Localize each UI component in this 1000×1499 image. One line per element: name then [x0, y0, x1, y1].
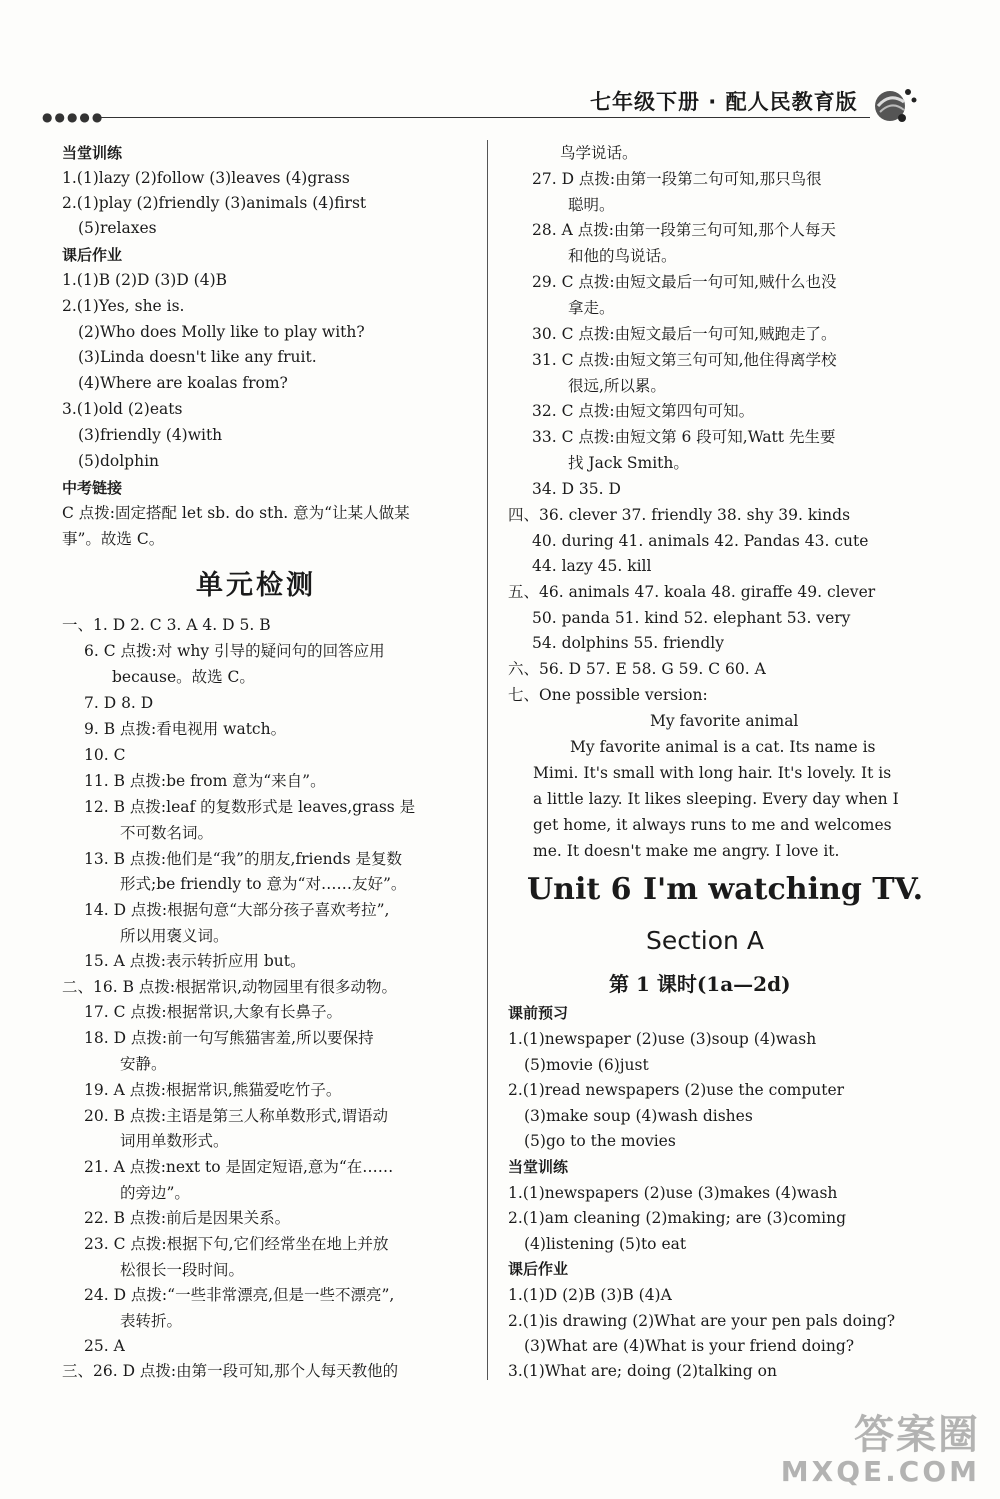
answer-line: 28. A 点拨:由第一段第三句可知,那个人每天 [532, 221, 836, 239]
answer-line: 2.(1)am cleaning (2)making; are (3)coming [508, 1209, 847, 1227]
answer-line: 25. A [84, 1337, 125, 1355]
watermark-logo: 答案圈 [854, 1412, 980, 1458]
answer-line: 22. B 点拨:前后是因果关系。 [84, 1209, 291, 1227]
section-label: 课后作业 [508, 1260, 569, 1278]
answer-line: 29. C 点拨:由短文最后一句可知,贼什么也没 [532, 273, 837, 291]
section-label: 当堂训练 [508, 1158, 569, 1176]
answer-line: 2.(1)read newspapers (2)use the computer [508, 1081, 845, 1099]
answer-line: 六、56. D 57. E 58. G 59. C 60. A [508, 660, 766, 678]
answer-line: 五、46. animals 47. koala 48. giraffe 49. clever [508, 583, 876, 601]
answer-line: 1.(1)newspapers (2)use (3)makes (4)wash [508, 1184, 838, 1202]
answer-line: 23. C 点拨:根据下句,它们经常坐在地上并放 [84, 1235, 389, 1253]
answer-line: (4)listening (5)to eat [524, 1235, 687, 1253]
answer-line: a little lazy. It likes sleeping. Every day when I [533, 790, 899, 808]
answer-line: 很远,所以累。 [568, 377, 666, 395]
answer-line: 17. C 点拨:根据常识,大象有长鼻子。 [84, 1003, 343, 1021]
answer-line: 表转折。 [120, 1312, 183, 1330]
answer-line: 27. D 点拨:由第一段第二句可知,那只鸟很 [532, 170, 822, 188]
watermark [781, 1413, 980, 1487]
unit-test-heading: 单元检测 [196, 570, 316, 601]
answer-line: 1.(1)D (2)B (3)B (4)A [508, 1286, 672, 1304]
answer-line: 三、26. D 点拨:由第一段可知,那个人每天教他的 [62, 1362, 399, 1380]
unit-title: I'm watching TV. [643, 872, 924, 907]
answer-line: 和他的鸟说话。 [568, 247, 677, 265]
answer-line: 2.(1)play (2)friendly (3)animals (4)first [62, 194, 367, 212]
answer-line: (5)go to the movies [524, 1132, 676, 1150]
answer-line: (5)dolphin [78, 452, 160, 470]
answer-line: Mimi. It's small with long hair. It's lovely. It is [533, 764, 892, 782]
answer-line: get home, it always runs to me and welcomes [533, 816, 892, 834]
answer-line: 七、One possible version: [508, 686, 708, 704]
answer-line: (3)friendly (4)with [78, 426, 223, 444]
answer-line: 18. D 点拨:前一句写熊猫害羞,所以要保持 [84, 1029, 374, 1047]
watermark-url: MXQE.COM [780, 1455, 980, 1488]
answer-line: 鸟学说话。 [560, 144, 638, 162]
answer-line: 安静。 [120, 1055, 167, 1073]
answer-line: 3.(1)old (2)eats [62, 400, 183, 418]
answer-line: 15. A 点拨:表示转折应用 but。 [84, 952, 306, 970]
answer-line: 找 Jack Smith。 [568, 454, 689, 472]
answer-line: 形式;be friendly to 意为“对……友好”。 [120, 875, 407, 893]
answer-line: 四、36. clever 37. friendly 38. shy 39. kinds [508, 506, 851, 524]
answer-line: 一、1. D 2. C 3. A 4. D 5. B [62, 616, 271, 634]
column-divider [487, 140, 488, 1380]
header-logo-icon [872, 84, 920, 128]
answer-line: 2.(1)is drawing (2)What are your pen pals doing? [508, 1312, 896, 1330]
unit-number: Unit 6 [527, 872, 632, 907]
answer-line: 30. C 点拨:由短文最后一句可知,贼跑走了。 [532, 325, 837, 343]
answer-line: (3)Linda doesn't like any fruit. [78, 348, 317, 366]
answer-line: (4)Where are koalas from? [78, 374, 288, 392]
answer-line: 不可数名词。 [120, 824, 214, 842]
answer-line: 10. C [84, 746, 126, 764]
answer-line: 2.(1)Yes, she is. [62, 297, 185, 315]
answer-line: 1.(1)lazy (2)follow (3)leaves (4)grass [62, 169, 350, 187]
section-heading: Section A [646, 926, 764, 955]
answer-line: 32. C 点拨:由短文第四句可知。 [532, 402, 755, 420]
answer-line: 34. D 35. D [532, 480, 621, 498]
header-title: 七年级下册 · 配人民教育版 [590, 90, 858, 114]
answer-line: 33. C 点拨:由短文第 6 段可知,Watt 先生要 [532, 428, 836, 446]
answer-line: 7. D 8. D [84, 694, 154, 712]
answer-line: 松很长一段时间。 [120, 1261, 245, 1279]
answer-line: 13. B 点拨:他们是“我”的朋友,friends 是复数 [84, 850, 402, 868]
answer-line: me. It doesn't make me angry. I love it. [533, 842, 840, 860]
answer-line: 54. dolphins 55. friendly [532, 634, 724, 652]
answer-line: 40. during 41. animals 42. Pandas 43. cute [532, 532, 869, 550]
answer-line: 24. D 点拨:“一些非常漂亮,但是一些不漂亮”, [84, 1286, 395, 1304]
answer-line: 聪明。 [568, 196, 615, 214]
answer-line: 事”。故选 C。 [62, 530, 165, 548]
answer-line: 21. A 点拨:next to 是固定短语,意为“在…… [84, 1158, 394, 1176]
answer-line: (5)movie (6)just [524, 1056, 649, 1074]
answer-line: 的旁边”。 [120, 1184, 190, 1202]
answer-line: 19. A 点拨:根据常识,熊猫爱吃竹子。 [84, 1081, 342, 1099]
answer-line: (5)relaxes [78, 219, 157, 237]
header-rule [100, 117, 870, 118]
answer-line: My favorite animal is a cat. Its name is [570, 738, 876, 756]
answer-line: 50. panda 51. kind 52. elephant 53. very [532, 609, 851, 627]
answer-line: 20. B 点拨:主语是第三人称单数形式,谓语动 [84, 1107, 389, 1125]
answer-line: 拿走。 [568, 299, 615, 317]
answer-line: 二、16. B 点拨:根据常识,动物园里有很多动物。 [62, 978, 398, 996]
section-label: 课后作业 [62, 246, 123, 264]
answer-line: 6. C 点拨:对 why 引导的疑问句的回答应用 [84, 642, 385, 660]
answer-line: (3)make soup (4)wash dishes [524, 1107, 753, 1125]
answer-line: 31. C 点拨:由短文第三句可知,他住得离学校 [532, 351, 837, 369]
answer-line: (3)What are (4)What is your friend doing? [524, 1337, 855, 1355]
answer-line: 14. D 点拨:根据句意“大部分孩子喜欢考拉”, [84, 901, 390, 919]
header-dots: ●●●●● [42, 110, 105, 124]
answer-line: 词用单数形式。 [120, 1132, 229, 1150]
answer-line: 1.(1)newspaper (2)use (3)soup (4)wash [508, 1030, 817, 1048]
section-label: 中考链接 [62, 479, 123, 497]
answer-line: 所以用褒义词。 [120, 927, 229, 945]
answer-line: because。故选 C。 [112, 668, 255, 686]
section-label: 当堂训练 [62, 144, 123, 162]
answer-line: 3.(1)What are; doing (2)talking on [508, 1362, 777, 1380]
answer-line: C 点拨:固定搭配 let sb. do sth. 意为“让某人做某 [62, 504, 410, 522]
answer-line: (2)Who does Molly like to play with? [78, 323, 365, 341]
answer-line: 12. B 点拨:leaf 的复数形式是 leaves,grass 是 [84, 798, 416, 816]
section-label: 课前预习 [508, 1004, 569, 1022]
lesson-heading: 第 1 课时(1a—2d) [609, 972, 791, 996]
answer-line: 44. lazy 45. kill [532, 557, 652, 575]
answer-line: 9. B 点拨:看电视用 watch。 [84, 720, 287, 738]
answer-line: My favorite animal [650, 712, 799, 730]
answer-line: 11. B 点拨:be from 意为“来自”。 [84, 772, 326, 790]
answer-line: 1.(1)B (2)D (3)D (4)B [62, 271, 228, 289]
